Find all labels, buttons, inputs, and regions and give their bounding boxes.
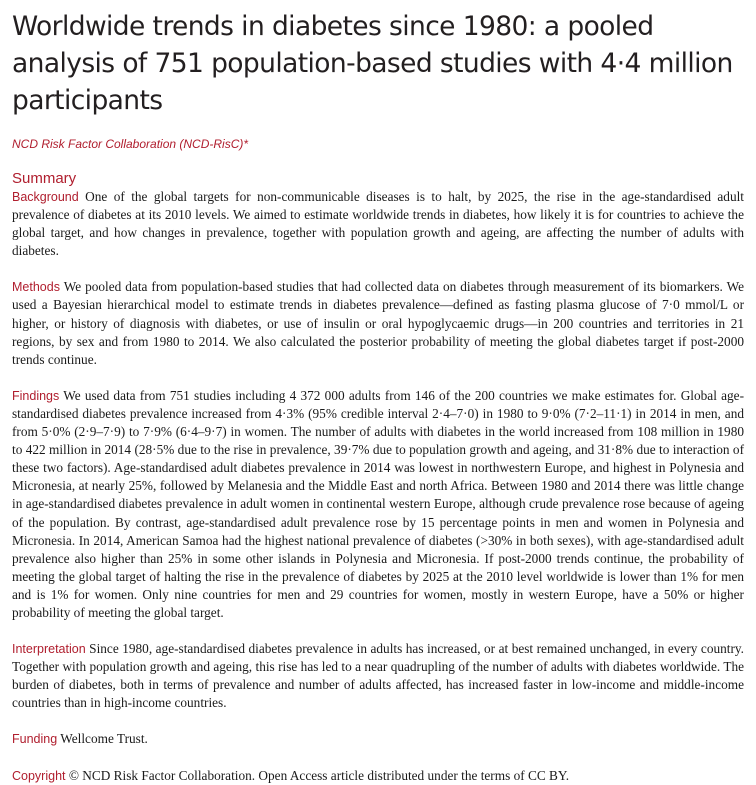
interpretation-label: Interpretation [12,642,86,657]
funding-label: Funding [12,732,58,747]
background-label: Background [12,190,79,204]
methods-section [12,278,744,368]
interpretation-text: Since 1980, age-standardised diabetes prevalence in adults has increased, or at best remained unchanged, in every country. Together with population growth and ageing, this rise has led to a near quadrupling of the number of adults with diabetes worldwide. The burden of diabetes, both in terms of prevalence and number of adults affected, has increased faster in low-income and middle-income countries than in high-income countries. [12,641,744,711]
methods-text: We pooled data from population-based studies that had collected data on diabetes through measurement of its biomarkers. We used a Bayesian hierarchical model to estimate trends in diabetes prevalence—defined as fasting plasma glucose of 7·0 mmol/L or higher, or history of diagnosis with diabetes, or use of insulin or oral hypoglycaemic drugs—in 200 countries and territories in 21 regions, by sex and from 1980 to 2014. We also calculated the posterior probability of meeting the global diabetes target if post-2000 trends continue. [12,279,744,367]
findings-section [12,387,744,622]
copyright-section [12,767,744,785]
funding-text: Wellcome Trust. [57,731,148,747]
background-text: One of the global targets for non-communicable diseases is to halt, by 2025, the rise in the age-standardised adult prevalence of diabetes at its 2010 levels. We aimed to estimate worldwide trends in diabetes, how likely it is for countries to achieve the global target, and how changes in prevalence, together with population growth and ageing, are affecting the number of adults with diabetes. [12,189,744,259]
background-section [12,188,744,260]
findings-text: We used data from 751 studies including 4 372 000 adults from 146 of the 200 countries we make estimates for. Global age-standardised diabetes prevalence increased from 4·3% (95% credible interval 2·4–7·0) in 1980 to 9·0% (7·2–11·1) in 2014 in men, and from 5·0% (2·9–7·9) to 7·9% (6·4–9·7) in women. The number of adults with diabetes in the world increased from 108 million in 1980 to 422 million in 2014 (28·5% due to the rise in prevalence, 39·7% due to population growth and ageing, and 31·8% due to interaction of these two factors). Age-standardised adult diabetes prevalence in 2014 was lowest in northwestern Europe, and highest in Polynesia and Micronesia, at nearly 25%, followed by Melanesia and the Middle East and north Africa. Between 1980 and 2014 there was little change in age-standardised diabetes prevalence in adult women in continental western Europe, although crude prevalence rose because of ageing of the population. By contrast, age-standardised adult prevalence rose by 15 percentage points in men and women in Polynesia and Micronesia. In 2014, American Samoa had the highest national prevalence of diabetes (>30% in both sexes), with age-standardised adult prevalence also higher than 25% in some other islands in Polynesia and Micronesia. If post-2000 trends continue, the probability of meeting the global target of halting the rise in the prevalence of diabetes by 2025 at the 2010 level worldwide is lower than 1% for men and is 1% for women. Only nine countries for men and 29 countries for women, mostly in western Europe, have a 50% or higher probability of meeting the global target. [12,387,744,620]
funding-section [12,730,744,748]
interpretation-section [12,640,744,712]
copyright-label: Copyright [12,768,66,783]
findings-label: Findings [12,388,60,403]
copyright-text: © NCD Risk Factor Collaboration. Open Access article distributed under the terms of CC BY. [65,767,570,783]
article-title: Worldwide trends in diabetes since 1980: a pooled analysis of 751 population-based studies with 4·4 million participants [12,11,733,116]
summary-heading: Summary [12,170,77,187]
abstract-page [12,8,744,785]
methods-label: Methods [12,280,60,295]
author-line[interactable]: NCD Risk Factor Collaboration (NCD-RisC)* [12,137,249,151]
